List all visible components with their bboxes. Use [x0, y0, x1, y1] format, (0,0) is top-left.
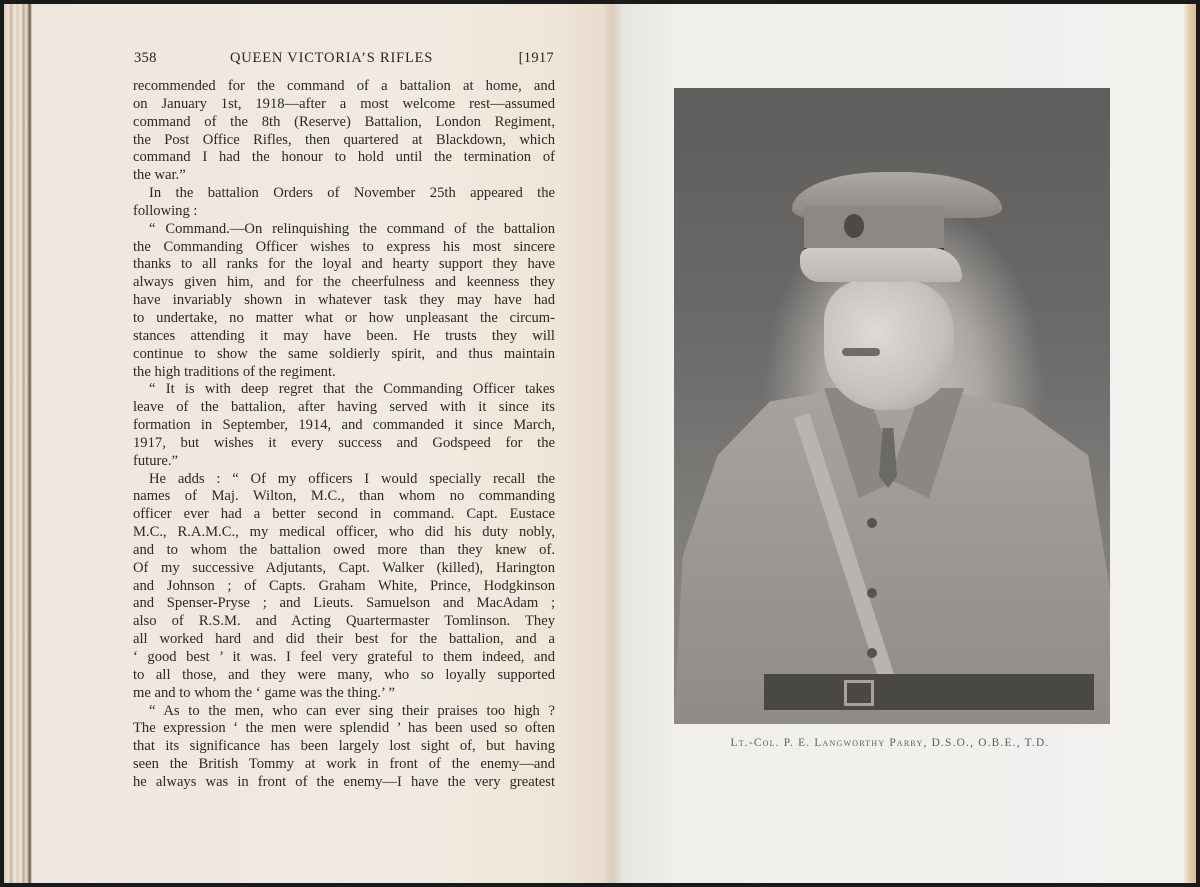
- text-line: “ Command.—On relinquishing the command of the battalion: [149, 220, 555, 237]
- moustache-shape: [842, 348, 880, 356]
- text-line: me and to whom the ‘ game was the thing.’ ”: [133, 684, 395, 701]
- book-gutter: [604, 4, 624, 883]
- text-line: command of the 8th (Reserve) Battalion, London Regiment,: [133, 113, 555, 130]
- text-line: have invariably shown in whatever task they may have had: [133, 292, 555, 309]
- text-line: the war.”: [133, 167, 186, 184]
- text-line: 1917, but wishes it every success and Godspeed for the: [133, 434, 555, 451]
- text-line: to undertake, no matter what or how unpleasant the circum-: [133, 309, 555, 326]
- text-line: Of my successive Adjutants, Capt. Walker (killed), Harington: [133, 559, 555, 576]
- cap-band: [804, 206, 944, 252]
- button-icon: [867, 518, 877, 528]
- text-line: to all those, and they were many, who so loyally supported: [133, 666, 555, 683]
- right-page-edge: [1184, 4, 1196, 883]
- text-line: the high traditions of the regiment.: [133, 363, 336, 380]
- text-line: “ It is with deep regret that the Commanding Officer takes: [149, 381, 555, 398]
- text-line: In the battalion Orders of November 25th appeared the: [149, 185, 555, 202]
- text-line: ‘ good best ’ it was. I feel very grateful to them indeed, and: [133, 649, 555, 665]
- text-line: following :: [133, 202, 198, 219]
- text-line: seen the British Tommy at work in front of the enemy—and: [133, 756, 555, 773]
- face-shape: [824, 280, 954, 410]
- text-line: officer ever had a better second in command. Capt. Eustace: [133, 506, 555, 523]
- text-line: the Post Office Rifles, then quartered at Blackdown, which: [133, 131, 555, 148]
- cap-visor: [800, 248, 962, 282]
- text-line: and Spenser-Pryse ; and Lieuts. Samuelson and MacAdam ;: [133, 595, 555, 612]
- body-text: [133, 78, 555, 792]
- plate-caption: Lt.-Col. P. E. Langworthy Parry, D.S.O., O.B.E., T.D.: [730, 737, 1050, 749]
- text-line: the Commanding Officer wishes to express his most sincere: [133, 238, 555, 255]
- text-line: all worked hard and did their best for the battalion, and a: [133, 631, 555, 648]
- text-line: and to whom the battalion owed more than they knew of.: [133, 541, 555, 558]
- text-line: command I had the honour to hold until the termination of: [133, 149, 555, 166]
- text-line: recommended for the command of a battalion at home, and: [133, 78, 555, 94]
- text-line: he always was in front of the enemy—I have the very greatest: [133, 773, 555, 790]
- text-line: He adds : “ Of my officers I would specially recall the: [149, 470, 555, 487]
- text-line: The expression ‘ the men were splendid ’ has been used so often: [133, 720, 555, 737]
- text-line: names of Maj. Wilton, M.C., than whom no commanding: [133, 488, 555, 505]
- text-line: that its significance has been largely lost sight of, but having: [133, 738, 555, 755]
- left-page-edges: [4, 4, 32, 883]
- text-line: always given him, and for the cheerfulness and keenness they: [133, 274, 555, 291]
- text-line: on January 1st, 1918—after a most welcome rest—assumed: [133, 95, 555, 112]
- cap-badge-icon: [844, 214, 864, 238]
- text-line: stances attending it may have been. He trusts they will: [133, 327, 555, 344]
- text-line: M.C., R.A.M.C., my medical officer, who did his duty nobly,: [133, 524, 555, 541]
- belt-shape: [764, 674, 1094, 710]
- year-marker: [1917: [518, 50, 554, 66]
- buckle-shape: [844, 680, 874, 706]
- text-line: continue to show the same soldierly spirit, and thus maintain: [133, 345, 555, 362]
- text-line: formation in September, 1914, and commanded it since March,: [133, 417, 555, 434]
- button-icon: [867, 588, 877, 598]
- page-number: 358: [134, 50, 157, 66]
- button-icon: [867, 648, 877, 658]
- text-line: also of R.S.M. and Acting Quartermaster Tomlinson. They: [133, 613, 555, 630]
- text-line: thanks to all ranks for the loyal and hearty support they have: [133, 256, 555, 273]
- running-title: QUEEN VICTORIA’S RIFLES: [230, 50, 434, 66]
- text-line: leave of the battalion, after having served with it since its: [133, 399, 555, 416]
- text-line: future.”: [133, 452, 178, 469]
- text-line: “ As to the men, who can ever sing their praises too high ?: [149, 702, 555, 719]
- portrait-photo: [674, 88, 1110, 724]
- text-line: and Johnson ; of Capts. Graham White, Prince, Hodgkinson: [133, 577, 555, 594]
